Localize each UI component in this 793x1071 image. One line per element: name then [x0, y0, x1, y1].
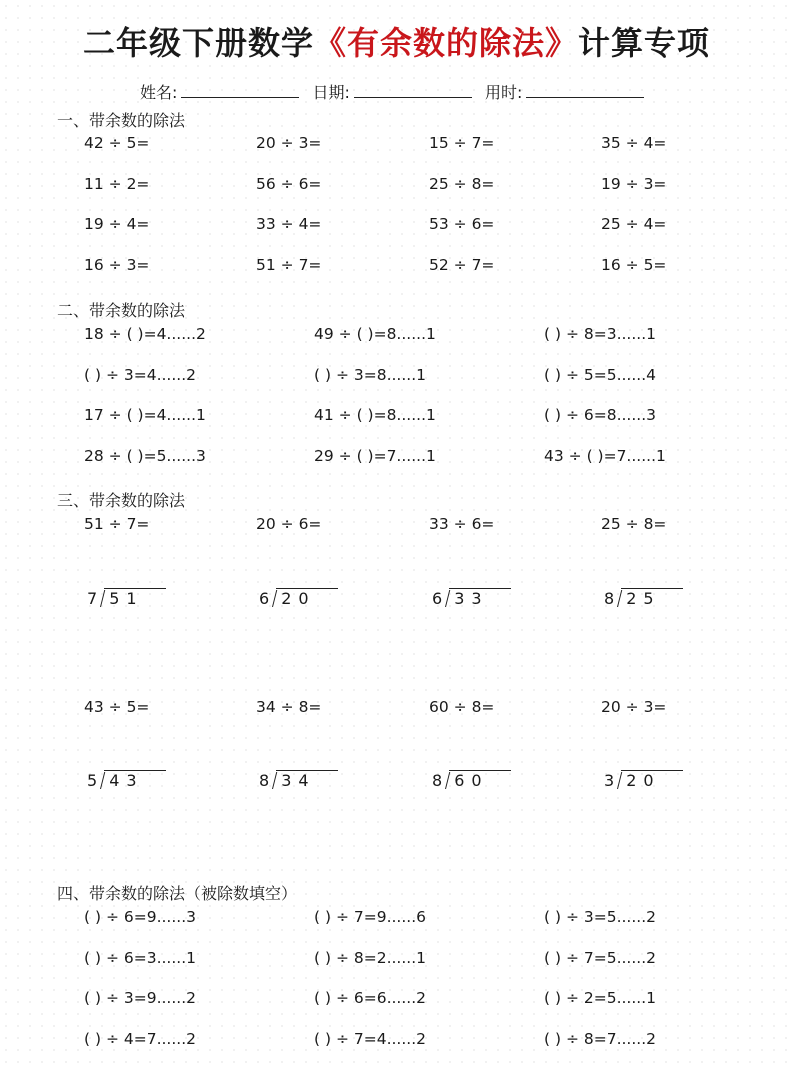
dividend: 34 [276, 770, 337, 791]
page-title [0, 18, 793, 64]
info-line [140, 80, 652, 103]
dividend: 43 [104, 770, 165, 791]
division-bracket [614, 589, 621, 607]
problem: ( ) ÷ 5=5......4 [544, 366, 656, 384]
problem: ( ) ÷ 6=9......3 [84, 908, 196, 926]
long-division [87, 588, 166, 609]
division-bracket [442, 771, 449, 789]
problem: ( ) ÷ 6=8......3 [544, 406, 656, 424]
problem: 17 ÷ ( )=4......1 [84, 406, 206, 424]
divisor: 8 [432, 771, 443, 790]
problem: 33 ÷ 4= [256, 215, 322, 233]
date-label: 日期: [312, 83, 350, 102]
section-2-heading: 二、带余数的除法 [57, 301, 186, 320]
divisor: 7 [87, 589, 98, 608]
section-4-heading: 四、带余数的除法（被除数填空） [57, 884, 298, 903]
title-prefix: 二年级下册数学 [82, 24, 314, 62]
problem: ( ) ÷ 8=7......2 [544, 1030, 656, 1048]
problem: 56 ÷ 6= [256, 175, 322, 193]
dividend: 20 [276, 588, 337, 609]
problem: 25 ÷ 8= [601, 515, 667, 533]
division-bracket [97, 771, 104, 789]
problem: ( ) ÷ 7=4......2 [314, 1030, 426, 1048]
problem: 34 ÷ 8= [256, 698, 322, 716]
divisor: 6 [432, 589, 443, 608]
problem: 25 ÷ 8= [429, 175, 495, 193]
problem: 18 ÷ ( )=4......2 [84, 325, 206, 343]
problem: 20 ÷ 3= [601, 698, 667, 716]
divisor: 8 [259, 771, 270, 790]
problem: ( ) ÷ 6=3......1 [84, 949, 196, 967]
problem: ( ) ÷ 2=5......1 [544, 989, 656, 1007]
problem: 16 ÷ 5= [601, 256, 667, 274]
problem: ( ) ÷ 3=4......2 [84, 366, 196, 384]
problem: 29 ÷ ( )=7......1 [314, 447, 436, 465]
long-division [432, 588, 511, 609]
problem: ( ) ÷ 8=3......1 [544, 325, 656, 343]
problem: ( ) ÷ 8=2......1 [314, 949, 426, 967]
division-bracket [269, 771, 276, 789]
time-blank[interactable] [526, 83, 644, 98]
dividend: 51 [104, 588, 165, 609]
problem: 28 ÷ ( )=5......3 [84, 447, 206, 465]
problem: 15 ÷ 7= [429, 134, 495, 152]
problem: 33 ÷ 6= [429, 515, 495, 533]
problem: ( ) ÷ 3=8......1 [314, 366, 426, 384]
long-division [259, 588, 338, 609]
division-bracket [269, 589, 276, 607]
problem: 43 ÷ 5= [84, 698, 150, 716]
problem: 41 ÷ ( )=8......1 [314, 406, 436, 424]
title-highlight: 《有余数的除法》 [313, 24, 578, 62]
section-3-heading: 三、带余数的除法 [57, 491, 186, 510]
problem: 60 ÷ 8= [429, 698, 495, 716]
long-division [604, 588, 683, 609]
division-bracket [442, 589, 449, 607]
problem: 19 ÷ 4= [84, 215, 150, 233]
problem: 42 ÷ 5= [84, 134, 150, 152]
problem: 43 ÷ ( )=7......1 [544, 447, 666, 465]
long-division [432, 770, 511, 791]
division-bracket [97, 589, 104, 607]
divisor: 5 [87, 771, 98, 790]
problem: 51 ÷ 7= [84, 515, 150, 533]
problem: 25 ÷ 4= [601, 215, 667, 233]
problem: 52 ÷ 7= [429, 256, 495, 274]
problem: 35 ÷ 4= [601, 134, 667, 152]
problem: ( ) ÷ 4=7......2 [84, 1030, 196, 1048]
dividend: 60 [449, 770, 510, 791]
problem: ( ) ÷ 6=6......2 [314, 989, 426, 1007]
problem: 20 ÷ 3= [256, 134, 322, 152]
problem: 20 ÷ 6= [256, 515, 322, 533]
problem: 51 ÷ 7= [256, 256, 322, 274]
divisor: 8 [604, 589, 615, 608]
long-division [604, 770, 683, 791]
problem: ( ) ÷ 3=9......2 [84, 989, 196, 1007]
problem: ( ) ÷ 7=5......2 [544, 949, 656, 967]
problem: 53 ÷ 6= [429, 215, 495, 233]
time-label: 用时: [485, 83, 523, 102]
dividend: 20 [621, 770, 682, 791]
problem: ( ) ÷ 3=5......2 [544, 908, 656, 926]
divisor: 3 [604, 771, 615, 790]
problem: 49 ÷ ( )=8......1 [314, 325, 436, 343]
problem: 19 ÷ 3= [601, 175, 667, 193]
problem: ( ) ÷ 7=9......6 [314, 908, 426, 926]
problem: 11 ÷ 2= [84, 175, 150, 193]
problem: 16 ÷ 3= [84, 256, 150, 274]
dividend: 33 [449, 588, 510, 609]
long-division [259, 770, 338, 791]
name-label: 姓名: [140, 83, 178, 102]
divisor: 6 [259, 589, 270, 608]
section-1-heading: 一、带余数的除法 [57, 111, 186, 130]
long-division [87, 770, 166, 791]
dividend: 25 [621, 588, 682, 609]
date-blank[interactable] [354, 83, 472, 98]
title-suffix: 计算专项 [578, 24, 711, 62]
name-blank[interactable] [181, 83, 299, 98]
division-bracket [614, 771, 621, 789]
